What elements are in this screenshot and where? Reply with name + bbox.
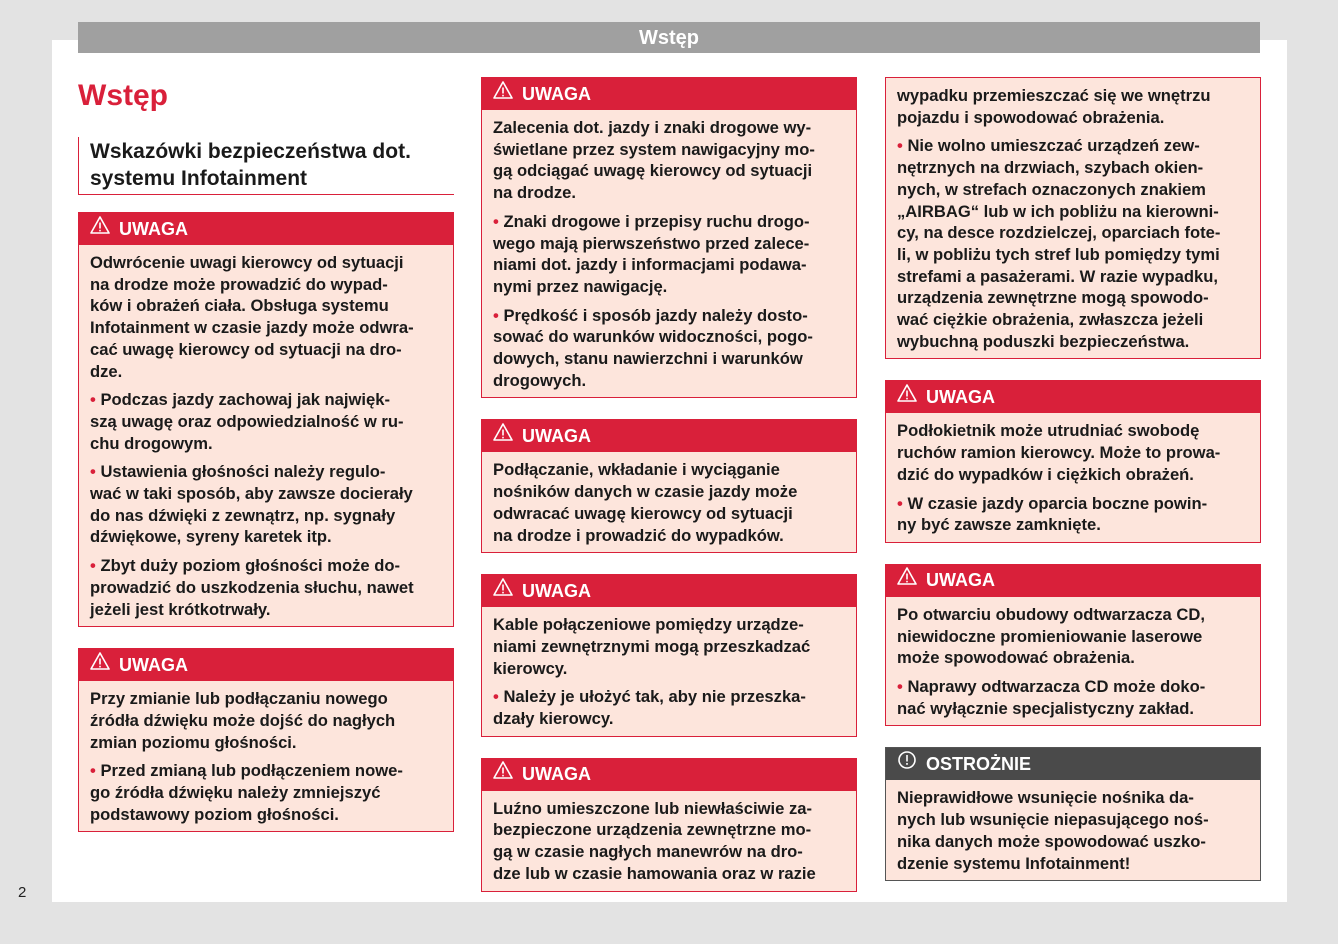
column-1: [78, 77, 454, 853]
box-label: UWAGA: [522, 580, 591, 601]
page-title: Wstęp: [78, 79, 168, 112]
warning-triangle-icon: [493, 758, 513, 791]
page-number: 2: [18, 884, 27, 901]
paragraph: [493, 614, 846, 679]
box-header: [79, 213, 453, 245]
warning-box: [78, 212, 454, 627]
bullet-paragraph: [493, 305, 846, 392]
warning-box: [481, 77, 857, 398]
box-label: OSTROŻNIE: [926, 753, 1032, 774]
paragraph: [90, 252, 443, 382]
bullet-paragraph: [897, 493, 1250, 536]
paragraph-text: Podczas jazdy zachowaj jak najwięk- szą uwagę oraz odpowiedzialność w ru- chu drogowym.: [90, 390, 404, 453]
column-3: [885, 77, 1261, 902]
paragraph: [493, 459, 846, 546]
bullet-icon: •: [493, 211, 499, 231]
bullet-paragraph: [493, 211, 846, 298]
paragraph-text: Znaki drogowe i przepisy ruchu drogo- wego mają pierwszeństwo przed zalece- niami dot. jazdy i informacjami podawa- nymi przez nawigację.: [493, 211, 810, 296]
bullet-icon: •: [897, 677, 903, 697]
bullet-icon: •: [90, 761, 96, 781]
warning-triangle-icon: [493, 78, 513, 111]
box-header: [482, 420, 856, 452]
box-body: [79, 245, 453, 626]
paragraph-text: Podłączanie, wkładanie i wyciąganie nośników danych w czasie jazdy może odwracać uwagę kierowcy od sytuacji na drodze i prowadzić do wypadków.: [493, 460, 798, 545]
bullet-icon: •: [493, 687, 499, 707]
paragraph-text: Prędkość i sposób jazdy należy dosto- sować do warunków widoczności, pogo- dowych, stanu nawierzchni i warunków drogowych.: [493, 305, 813, 390]
paragraph: [90, 688, 443, 753]
box-body: [886, 413, 1260, 542]
box-body: [482, 791, 856, 891]
box-header: [886, 381, 1260, 413]
bullet-icon: •: [90, 462, 96, 482]
box-header: [482, 759, 856, 791]
warning-box-continued: [885, 77, 1261, 359]
warning-triangle-icon: [90, 649, 110, 682]
paragraph-text: Podłokietnik może utrudniać swobodę ruchów ramion kierowcy. Może to prowa- dzić do wypadków i ciężkich obrażeń.: [897, 421, 1221, 484]
warning-box: [78, 648, 454, 832]
box-header: [886, 748, 1260, 780]
bullet-paragraph: [90, 760, 443, 825]
box-body: [482, 607, 856, 736]
box-label: UWAGA: [926, 570, 995, 591]
paragraph-text: Naprawy odtwarzacza CD może doko- nać wyłącznie specjalistyczny zakład.: [897, 677, 1206, 718]
box-label: UWAGA: [926, 386, 995, 407]
paragraph-text: W czasie jazdy oparcia boczne powin- ny być zawsze zamknięte.: [897, 493, 1208, 535]
paragraph-text: Przed zmianą lub podłączeniem nowe- go źródła dźwięku należy zmniejszyć podstawowy poziom głośności.: [90, 761, 403, 824]
bullet-icon: •: [493, 305, 499, 325]
paragraph-text: Przy zmianie lub podłączaniu nowego źródła dźwięku może dojść do nagłych zmian poziomu głośności.: [90, 689, 396, 752]
bullet-icon: •: [897, 136, 903, 156]
box-header: [482, 78, 856, 110]
box-body: [79, 681, 453, 831]
column-2: [481, 77, 857, 913]
box-label: UWAGA: [522, 425, 591, 446]
bullet-paragraph: [90, 389, 443, 454]
warning-triangle-icon: [897, 564, 917, 597]
paragraph-text: Zbyt duży poziom głośności może do- prowadzić do uszkodzenia słuchu, nawet jeżeli jest krótkotrwały.: [90, 556, 414, 619]
warning-triangle-icon: [897, 381, 917, 414]
warning-box: [885, 564, 1261, 727]
bullet-paragraph: [90, 461, 443, 548]
paragraph-text: Po otwarciu obudowy odtwarzacza CD, niewidoczne promieniowanie laserowe może spowodować obrażenia.: [897, 604, 1205, 668]
paragraph-text: wypadku przemieszczać się we wnętrzu pojazdu i spowodować obrażenia.: [897, 86, 1211, 127]
paragraph-text: Zalecenia dot. jazdy i znaki drogowe wy- świetlane przez system nawigacyjny mo- gą odciągać uwagę kierowcy od sytuacji na drodze.: [493, 118, 815, 203]
box-label: UWAGA: [119, 654, 188, 675]
bullet-icon: •: [897, 493, 903, 513]
bullet-paragraph: [90, 555, 443, 620]
paragraph-text: Należy je ułożyć tak, aby nie przeszka- dzały kierowcy.: [493, 687, 806, 729]
exclamation-circle-icon: [897, 748, 917, 781]
warning-triangle-icon: [90, 213, 110, 246]
paragraph-text: Odwrócenie uwagi kierowcy od sytuacji na drodze może prowadzić do wypad- ków i obrażeń ciała. Obsługa systemu Infotainment w czasie jazdy może odwra- cać uwagę kierowcy od sytuacji na dro- dze.: [90, 253, 414, 381]
warning-box: [481, 758, 857, 892]
section-heading: Wskazówki bezpieczeństwa dot. systemu Infotainment: [78, 137, 454, 195]
warning-box: [885, 380, 1261, 543]
paragraph-text: Kable połączeniowe pomiędzy urządze- niami zewnętrznymi mogą przeszkadzać kierowcy.: [493, 615, 811, 678]
paragraph: [897, 85, 1250, 128]
box-label: UWAGA: [119, 218, 188, 239]
box-header: [79, 649, 453, 681]
paragraph-text: Luźno umieszczone lub niewłaściwie za- bezpieczone urządzenia zewnętrzne mo- gą w czasie nagłych manewrów na dro- dze lub w czasie hamowania oraz w razie: [493, 798, 816, 883]
bullet-icon: •: [90, 390, 96, 410]
bullet-paragraph: [897, 676, 1250, 719]
bullet-paragraph: [897, 135, 1250, 352]
warning-box: [481, 419, 857, 553]
bullet-icon: •: [90, 556, 96, 576]
paragraph-text: Ustawienia głośności należy regulo- wać w taki sposób, aby zawsze docierały do nas dźwięki z zewnątrz, np. sygnały dźwiękowe, syreny karetek itp.: [90, 462, 413, 547]
caution-box: [885, 747, 1261, 881]
paragraph: [897, 604, 1250, 669]
box-header: [482, 575, 856, 607]
box-body: [886, 597, 1260, 726]
warning-triangle-icon: [493, 575, 513, 608]
warning-triangle-icon: [493, 420, 513, 453]
box-body: [482, 452, 856, 552]
paragraph-text: Nie wolno umieszczać urządzeń zew- nętrznych na drzwiach, szybach okien- nych, w strefach oznaczonych znakiem „AIRBAG“ lub w ich pobliżu na kierowni- cy, na desce rozdzielczej, oparciach fote- li, w pobliżu tych stref lub pomiędzy tymi strefami a pasażerami. W razie wypadku, urządzenia zewnętrzne mogą spowodo- wać ciężkie obrażenia, zwłaszcza jeżeli wybuchną poduszki bezpieczeństwa.: [897, 136, 1221, 351]
box-label: UWAGA: [522, 764, 591, 785]
paragraph: [493, 117, 846, 204]
box-label: UWAGA: [522, 83, 591, 104]
paragraph: [493, 798, 846, 885]
paragraph: [897, 787, 1250, 874]
box-header: [886, 565, 1260, 597]
paragraph: [897, 420, 1250, 485]
warning-box: [481, 574, 857, 737]
box-body: [886, 78, 1260, 358]
box-body: [482, 110, 856, 397]
bullet-paragraph: [493, 686, 846, 729]
running-header: Wstęp: [78, 22, 1260, 53]
paragraph-text: Nieprawidłowe wsunięcie nośnika da- nych lub wsunięcie niepasującego noś- nika danych może spowodować uszko- dzenie systemu Infotainment!: [897, 788, 1209, 873]
box-body: [886, 780, 1260, 880]
